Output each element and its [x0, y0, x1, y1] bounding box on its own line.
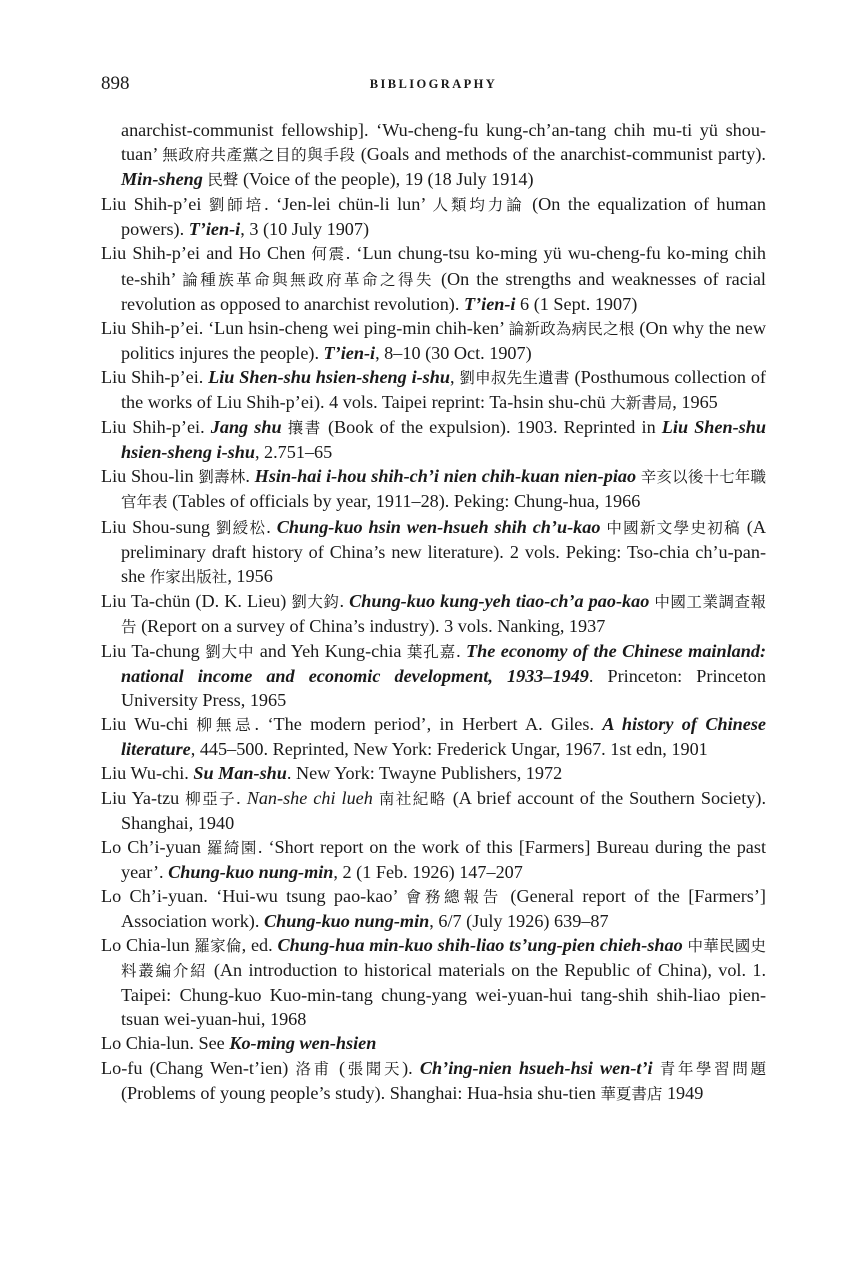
- bibliography-entry: [101, 786, 766, 835]
- entry-text: 1949: [662, 1082, 704, 1103]
- entry-text: . New York: Twayne Publishers, 1972: [286, 763, 563, 784]
- entry-text: anarchist-communist fellowship]. ‘Wu-cheng-fu kung-ch’an-tang chih mu-ti yü shou-tuan’: [121, 120, 766, 165]
- entry-text: (A brief account of the Southern Society). Shanghai, 1940: [121, 787, 766, 833]
- chinese-characters: 何震: [311, 245, 346, 264]
- entry-text: Liu Ya-tzu: [101, 787, 186, 808]
- entry-text: Liu Shih-p’ei. ‘Lun hsin-cheng wei ping-min chih-ken’: [101, 317, 509, 338]
- bibliography-entry: [101, 365, 766, 415]
- bibliography-entry: [101, 712, 766, 761]
- entry-text: . Princeton: Princeton University Press, 1965: [121, 666, 766, 711]
- entry-text: Liu Shih-p’ei and Ho Chen: [101, 243, 312, 264]
- page-header: [101, 70, 766, 98]
- chinese-characters: 攘書: [287, 419, 322, 438]
- bibliography-entry: [101, 1056, 766, 1106]
- entry-text: Liu Shih-p’ei.: [101, 366, 209, 387]
- italic-title: A history of Chinese literature: [121, 714, 766, 760]
- entry-text: ,: [450, 366, 460, 387]
- chinese-characters: 南社紀略: [378, 789, 447, 808]
- entry-text: , 2 (1 Feb. 1926) 147–207: [333, 861, 523, 882]
- chinese-characters: 民聲: [207, 171, 239, 190]
- italic-title: Liu Shen-shu hsien-sheng i-shu: [121, 417, 766, 463]
- chinese-characters: 張聞天: [345, 1059, 403, 1078]
- page-number: 898: [101, 73, 130, 94]
- chinese-characters: 論新政為病民之根: [508, 319, 635, 338]
- entry-text: Liu Ta-chung: [101, 640, 206, 661]
- entry-text: Lo Ch’i-yuan: [101, 836, 207, 857]
- italic-title: T’ien-i: [323, 342, 376, 363]
- bibliography-entry: [101, 639, 766, 712]
- chinese-characters: 作家出版社: [149, 567, 228, 586]
- entry-text: 6 (1 Sept. 1907): [515, 293, 638, 314]
- italic-title: Min-sheng: [121, 169, 203, 190]
- chinese-characters: 劉大鈞: [291, 592, 340, 611]
- entry-text: (Book of the expulsion). 1903. Reprinted in: [321, 417, 662, 438]
- entry-text: Liu Shou-sung: [101, 516, 216, 537]
- chinese-characters: 人類均力論: [432, 196, 525, 215]
- entry-text: (On the strengths and weaknesses of racial revolution as opposed to anarchist revolution).: [121, 268, 766, 314]
- bibliography-entry: [101, 884, 766, 933]
- entry-text: .: [245, 466, 255, 487]
- bibliography-entry: [101, 835, 766, 884]
- entry-text: (General report of the [Farmers’] Association work).: [121, 885, 766, 931]
- bibliography-entry: [101, 241, 766, 315]
- bibliography-entry: [101, 515, 766, 589]
- entry-text: .: [266, 516, 277, 537]
- entry-text: Liu Shih-p’ei: [101, 194, 209, 215]
- entry-text: (Posthumous collection of the works of Liu Shih-p’ei). 4 vols. Taipei reprint: Ta-hsin shu-chü: [121, 366, 766, 413]
- entry-text: , 3 (10 July 1907): [240, 219, 370, 240]
- chinese-characters: 柳無忌: [196, 716, 255, 735]
- chinese-characters: 羅綺園: [206, 838, 258, 857]
- chinese-characters: 劉綬松: [215, 518, 267, 537]
- entry-text: , 445–500. Reprinted, New York: Frederick Ungar, 1967. 1st edn, 1901: [190, 739, 708, 760]
- chinese-characters: 劉大中: [205, 642, 255, 661]
- entry-text: [653, 1058, 660, 1078]
- bibliography-entries: [101, 118, 766, 1106]
- italic-title: Chung-kuo kung-yeh tiao-ch’a pao-kao: [349, 590, 650, 611]
- entry-text: , ed.: [241, 935, 278, 956]
- entry-text: .: [236, 787, 247, 808]
- bibliography-entry: [101, 316, 766, 365]
- entry-text: .: [339, 590, 350, 611]
- entry-text: Lo Ch’i-yuan. ‘Hui-wu tsung pao-kao’: [101, 885, 406, 906]
- entry-text: (A preliminary draft history of China’s new literature). 2 vols. Peking: Tso-chia ch’u-pan-she: [121, 516, 766, 586]
- entry-text: . ‘The modern period’, in Herbert A. Giles.: [254, 714, 603, 735]
- chinese-characters: 中國新文學史初稿: [606, 518, 741, 537]
- entry-text: (Goals and methods of the anarchist-communist party).: [355, 144, 766, 165]
- entry-text: . ‘Jen-lei chün-li lun’: [264, 194, 433, 215]
- italic-title: Chung-hua min-kuo shih-liao ts’ung-pien chieh-shao: [277, 935, 683, 956]
- entry-text: , 1956: [227, 565, 273, 586]
- italic-title: Jang shu: [210, 417, 282, 438]
- chinese-characters: 洛甫: [295, 1059, 332, 1078]
- entry-text: (: [331, 1057, 346, 1078]
- chinese-characters: 大新書局: [610, 394, 673, 413]
- entry-text: (Report on a survey of China’s industry). 3 vols. Nanking, 1937: [136, 615, 606, 636]
- chinese-characters: 劉師培: [208, 196, 265, 215]
- entry-text: , 2.751–65: [254, 442, 333, 463]
- italic-title: Hsin-hai i-hou shih-ch’i nien chih-kuan nien-piao: [254, 466, 637, 487]
- entry-text: Lo-fu (Chang Wen-t’ien): [101, 1057, 296, 1078]
- entry-text: (Voice of the people), 19 (18 July 1914): [238, 169, 534, 190]
- italic-title: Liu Shen-shu hsien-sheng i-shu: [208, 366, 450, 387]
- bibliography-entry: [101, 464, 766, 514]
- chinese-characters: 中國工業調查報告: [121, 592, 767, 636]
- entry-text: (On the equalization of human powers).: [121, 194, 766, 240]
- chinese-characters: 柳亞子: [185, 789, 237, 808]
- chinese-characters: 辛亥以後十七年職官年表: [121, 468, 767, 512]
- entry-text: .: [456, 640, 467, 661]
- entry-text: , 6/7 (July 1926) 639–87: [429, 911, 609, 931]
- italic-title: Chung-kuo hsin wen-hsueh shih ch’u-kao: [276, 516, 601, 537]
- chinese-characters: 葉孔嘉: [406, 642, 457, 661]
- chinese-characters: 青年學習問題: [659, 1059, 766, 1078]
- entry-text: and Yeh Kung-chia: [254, 640, 407, 661]
- running-head: BIBLIOGRAPHY: [369, 77, 498, 91]
- bibliography-entry: [101, 761, 766, 785]
- entry-text: , 1965: [672, 392, 718, 413]
- bibliography-entry: [101, 589, 766, 639]
- entry-text: ).: [402, 1057, 420, 1078]
- entry-text: . ‘Lun chung-tsu ko-ming yü wu-cheng-fu ko-ming chih te-shih’: [121, 243, 766, 289]
- chinese-characters: 劉申叔先生遺書: [459, 368, 570, 387]
- entry-text: , 8–10 (30 Oct. 1907): [375, 342, 532, 363]
- entry-text: Liu Ta-chün (D. K. Lieu): [101, 590, 292, 611]
- chinese-characters: 會務總報告: [405, 887, 503, 906]
- entry-text: (Problems of young people’s study). Shanghai: Hua-hsia shu-tien: [121, 1082, 601, 1103]
- italic-title: Su Man-shu: [193, 763, 287, 784]
- entry-text: Lo Chia-lun: [101, 935, 195, 956]
- entry-text: (An introduction to historical materials on the Republic of China), vol. 1. Taipei: Chung-kuo Kuo-min-tang chung-yang wei-yuan-hui tang-shih shih-liao pien-tsuan wei-yuan-hui, 1968: [121, 960, 766, 1030]
- entry-text: (On why the new politics injures the people).: [121, 317, 766, 363]
- italic-title: Nan-she chi lueh: [246, 787, 373, 808]
- italic-title: Chung-kuo nung-min: [168, 861, 334, 882]
- bibliography-entry: [101, 192, 766, 241]
- italic-title: Ch’ing-nien hsueh-hsi wen-t’i: [419, 1057, 653, 1078]
- chinese-characters: 論種族革命與無政府革命之得失: [182, 270, 434, 289]
- entry-text: Liu Shih-p’ei.: [101, 417, 211, 438]
- bibliography-entry: [101, 415, 766, 464]
- entry-text: Lo Chia-lun. See: [101, 1033, 230, 1054]
- chinese-characters: 無政府共產黨之目的與手段: [162, 146, 356, 165]
- entry-text: Liu Wu-chi: [101, 714, 197, 735]
- bibliography-entry: [101, 1031, 766, 1055]
- entry-text: . ‘Short report on the work of this [Farmers] Bureau during the past year’.: [121, 836, 766, 882]
- chinese-characters: 羅家倫: [194, 937, 242, 956]
- entry-text: (Tables of officials by year, 1911–28). Peking: Chung-hua, 1966: [167, 491, 641, 512]
- italic-title: Ko-ming wen-hsien: [229, 1033, 377, 1054]
- chinese-characters: 中華民國史料叢編介紹: [121, 937, 766, 981]
- italic-title: Chung-kuo nung-min: [263, 911, 430, 931]
- italic-title: T’ien-i: [188, 219, 241, 240]
- chinese-characters: 劉壽林: [198, 468, 246, 487]
- bibliography-entry: [101, 933, 766, 1031]
- chinese-characters: 華夏書店: [600, 1084, 663, 1103]
- italic-title: T’ien-i: [463, 293, 516, 314]
- entry-text: Liu Wu-chi.: [101, 763, 194, 784]
- bibliography-entry-continuation: [101, 118, 766, 192]
- italic-title: The economy of the Chinese mainland: national income and economic development, 1933–1949: [121, 640, 767, 687]
- entry-text: Liu Shou-lin: [101, 466, 199, 487]
